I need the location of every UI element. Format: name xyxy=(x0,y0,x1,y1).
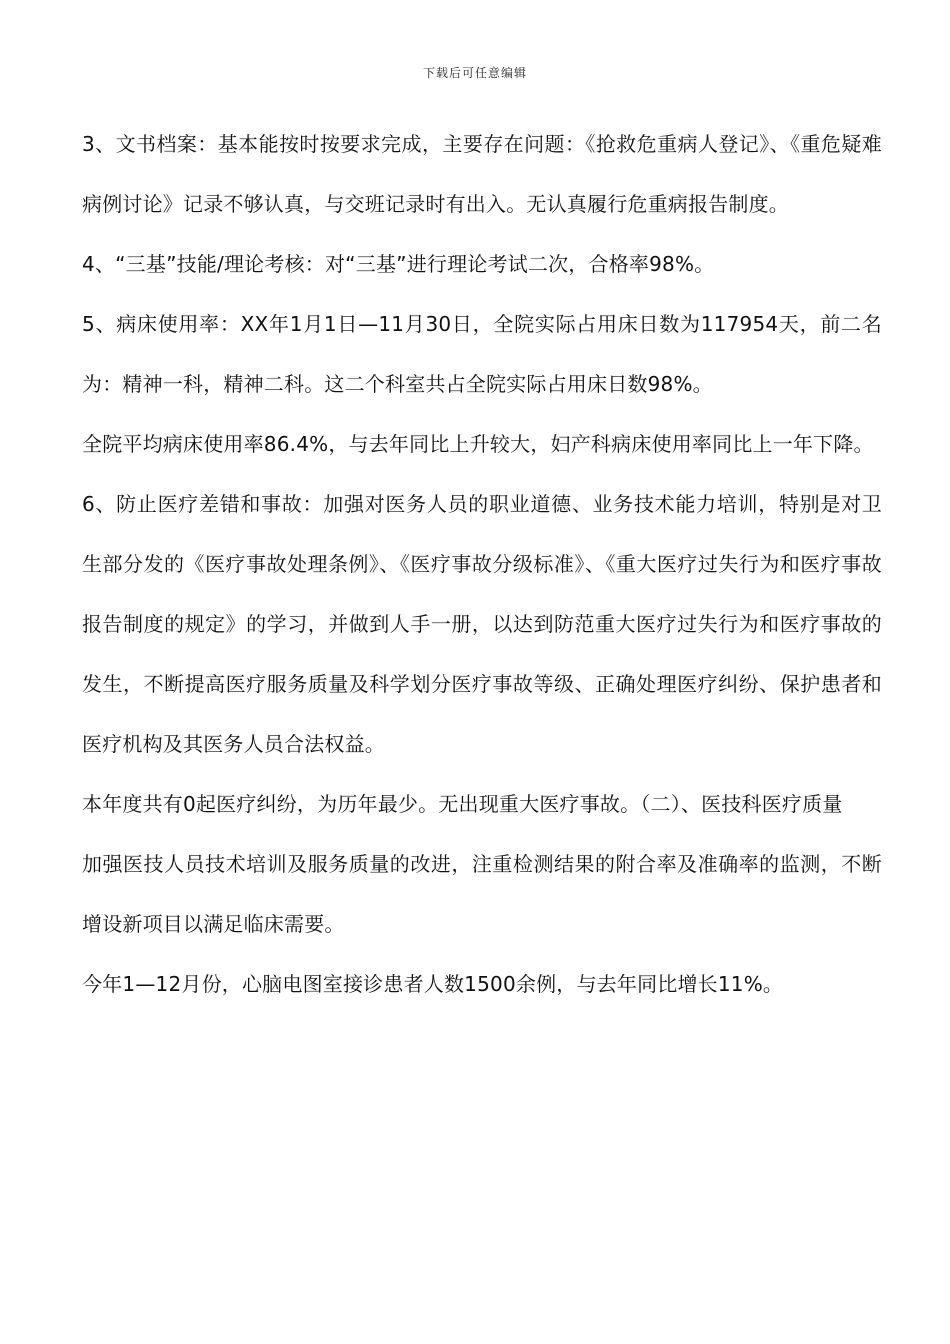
paragraph-technical-training: 加强医技人员技术培训及服务质量的改进，注重检测结果的附合率及准确率的监测，不断增设新项目以满足临床需要。 xyxy=(82,852,882,936)
paragraph-records: 3、文书档案：基本能按时按要求完成，主要存在问题：《抢救危重病人登记》、《重危疑难病例讨论》记录不够认真，与交班记录时有出入。无认真履行危重病报告制度。 xyxy=(82,132,882,216)
paragraph-disputes: 本年度共有0起医疗纠纷，为历年最少。无出现重大医疗事故。（二）、医技科医疗质量 xyxy=(82,792,843,816)
paragraph-average-bed-usage: 全院平均病床使用率86.4%，与去年同比上升较大，妇产科病床使用率同比上一年下降。 xyxy=(82,432,874,456)
paragraph-accident-prevention: 6、防止医疗差错和事故：加强对医务人员的职业道德、业务技术能力培训，特别是对卫生部分发的《医疗事故处理条例》、《医疗事故分级标准》、《重大医疗过失行为和医疗事故报告制度的规定》的学习，并做到人手一册，以达到防范重大医疗过失行为和医疗事故的发生，不断提高医疗服务质量及科学划分医疗事故等级、正确处理医疗纠纷、保护患者和医疗机构及其医务人员合法权益。 xyxy=(82,492,882,756)
paragraph-bed-usage: 5、病床使用率：XX年1月1日—11月30日，全院实际占用床日数为117954天，前二名为：精神一科，精神二科。这二个科室共占全院实际占用床日数98%。 xyxy=(82,312,882,396)
document-body xyxy=(82,114,882,1014)
paragraph-ecg-patients: 今年1—12月份，心脑电图室接诊患者人数1500余例，与去年同比增长11%。 xyxy=(82,972,784,996)
page-header: 下载后可任意编辑 xyxy=(422,66,527,80)
paragraph-three-basics: 4、“三基”技能/理论考核：对“三基”进行理论考试二次，合格率98%。 xyxy=(82,252,715,276)
